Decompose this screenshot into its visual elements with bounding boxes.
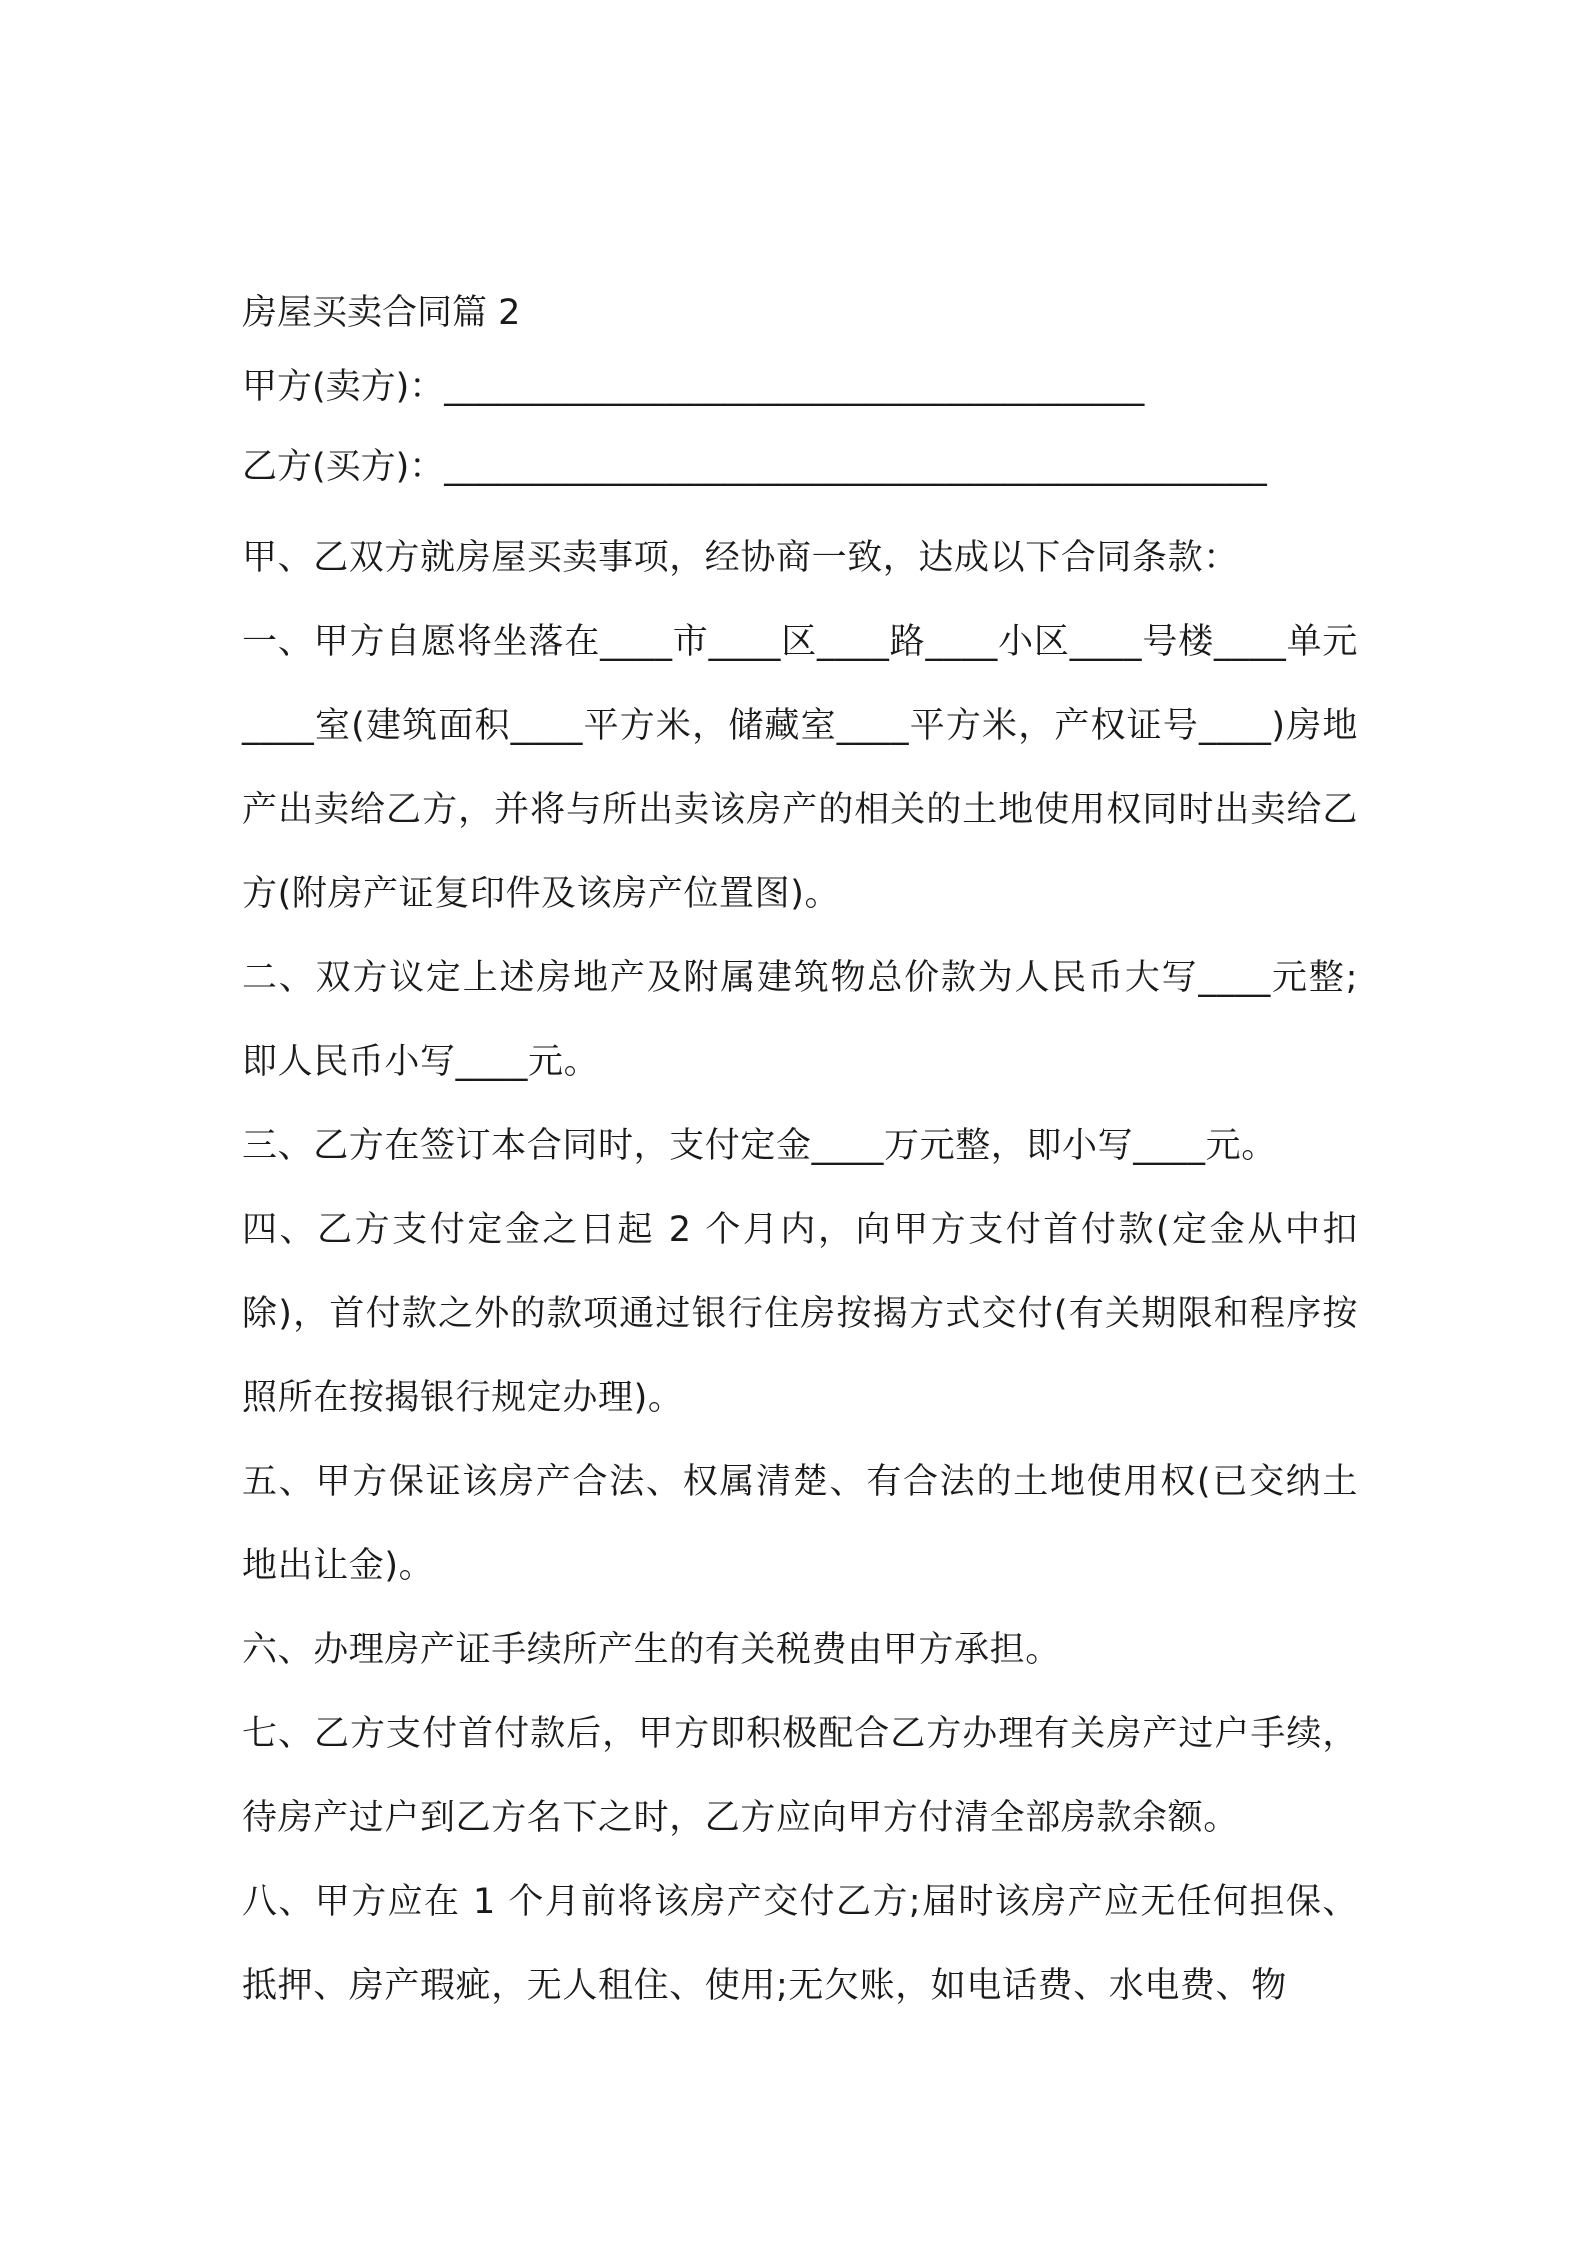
clause-7: 七、乙方支付首付款后，甲方即积极配合乙方办理有关房产过户手续，待房产过户到乙方名下之时，乙方应向甲方付清全部房款余额。 (242, 1714, 1358, 1838)
party-a-line: 甲方(卖方)：________________________________________ (242, 367, 1145, 407)
clause-preamble: 甲、乙双方就房屋买卖事项，经协商一致，达成以下合同条款： (242, 538, 1239, 578)
clause-3: 三、乙方在签订本合同时，支付定金____万元整，即小写____元。 (242, 1126, 1277, 1166)
document-title: 房屋买卖合同篇 2 (242, 293, 521, 333)
clause-2: 二、双方议定上述房地产及附属建筑物总价款为人民币大写____元整;即人民币小写____元。 (242, 958, 1358, 1082)
clause-1: 一、甲方自愿将坐落在____市____区____路____小区____号楼____单元____室(建筑面积____平方米，储藏室____平方米，产权证号____)房地产出卖给乙方，并将与所出卖该房产的相关的土地使用权同时出卖给乙方(附房产证复印件及该房产位置图)。 (242, 622, 1358, 914)
clause-4: 四、乙方支付定金之日起 2 个月内，向甲方支付首付款(定金从中扣除)，首付款之外的款项通过银行住房按揭方式交付(有关期限和程序按照所在按揭银行规定办理)。 (242, 1210, 1358, 1418)
clause-6: 六、办理房产证手续所产生的有关税费由甲方承担。 (242, 1630, 1061, 1670)
clause-5: 五、甲方保证该房产合法、权属清楚、有合法的土地使用权(已交纳土地出让金)。 (242, 1462, 1358, 1586)
document-page (242, 282, 1358, 2028)
clause-8: 八、甲方应在 1 个月前将该房产交付乙方;届时该房产应无任何担保、抵押、房产瑕疵，无人租住、使用;无欠账，如电话费、水电费、物 (242, 1882, 1358, 2006)
party-b-line: 乙方(买方)：_______________________________________________ (242, 447, 1267, 487)
